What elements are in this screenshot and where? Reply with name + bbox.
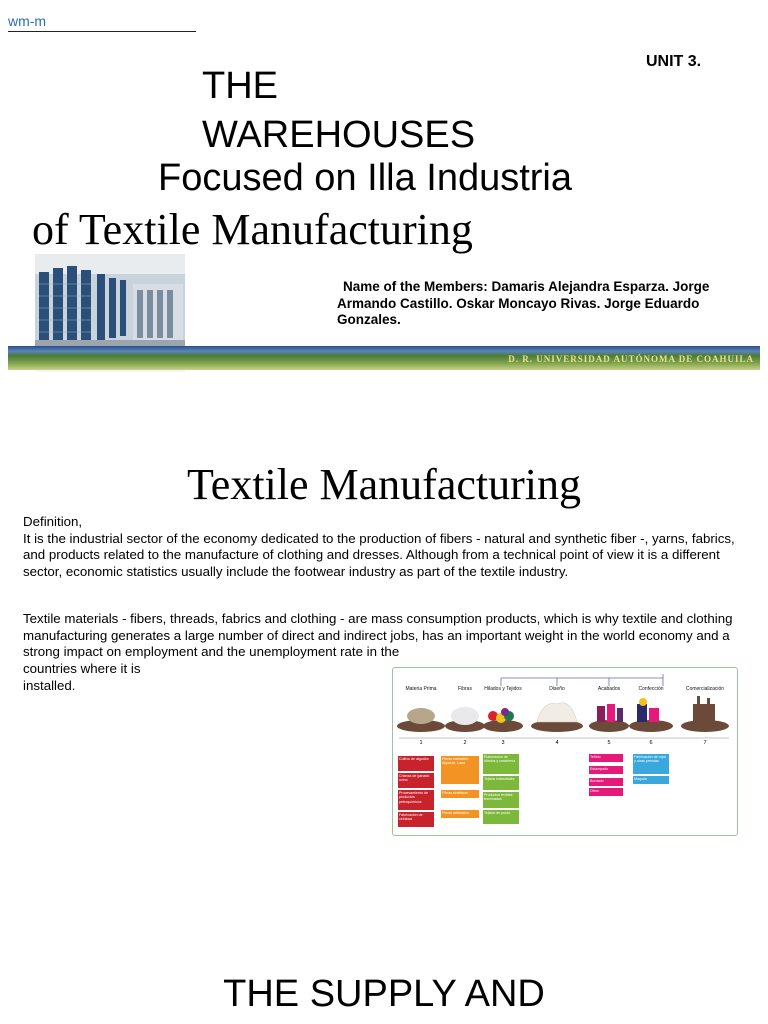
stage-number: 2 (463, 740, 467, 746)
process-box: Estampado (589, 766, 623, 774)
stage-number: 5 (607, 740, 611, 746)
header-link[interactable]: wm-m (8, 13, 47, 29)
university-banner-text: D. R. UNIVERSIDAD AUTÓNOMA DE COAHUILA (508, 354, 754, 364)
stage-label: Hilados y Tejidos (484, 686, 522, 692)
process-box: Teñido (589, 754, 623, 762)
process-box: Procesamiento de productos petroquímicos (398, 790, 434, 810)
stage-number: 4 (555, 740, 559, 746)
stage-number: 7 (703, 740, 707, 746)
stage-label: Fibras (458, 686, 472, 692)
process-box: Fabricación de ropa y otras prendas (633, 754, 669, 774)
title-line-3: Focused on Illa Industria (158, 157, 573, 199)
process-box: Cultivo de algodón (398, 756, 434, 771)
process-box: Elaboración de hilados y cordelería (483, 754, 519, 774)
materials-paragraph-end: countries where it is installed. (23, 661, 141, 693)
process-box: Crianza de ganado ovino (398, 773, 434, 788)
header-divider (8, 31, 196, 32)
process-box: Bordado (589, 778, 623, 786)
materials-paragraph: Textile materials - fibers, threads, fabrics and clothing - are mass consumption products, which is why textile and clothing manufacturing generates a large number of direct and indirect jobs, has an important weight in the world economy and a strong impact on employment and the unemployment rate in the (23, 611, 733, 660)
section-title: Textile Manufacturing (186, 460, 581, 509)
definition-paragraph: Definition, It is the industrial sector of the economy dedicated to the production of fibers - natural and synthetic fiber -, yarns, fabrics, and products related to the manufacture of clothing and dresses. Although from a technical point of view it is a different sector, economic statistics usually include the footwear industry as part of the textile industry. (23, 514, 735, 579)
next-section-title: THE SUPPLY AND (223, 973, 545, 1015)
process-box: Fibras naturales: Algodón, Lana (441, 756, 479, 784)
process-box: Fabricación de celulosa (398, 812, 434, 827)
title-line-2: WAREHOUSES (202, 114, 476, 156)
process-box: Tejidos industriales (483, 776, 519, 790)
textile-chain-diagram (392, 667, 738, 836)
process-box: Tejidos de punto (483, 810, 519, 824)
process-box: Maquila (633, 776, 669, 784)
stage-label: Acabados (597, 686, 621, 692)
process-box: Fibras sintéticas (441, 790, 479, 798)
unit-label: UNIT 3. (646, 53, 702, 70)
stage-number: 1 (419, 740, 423, 746)
stage-label: Materia Prima (405, 686, 437, 692)
stage-number: 3 (501, 740, 505, 746)
process-box: Fibras artificiales (441, 810, 479, 818)
stage-number: 6 (649, 740, 653, 746)
stage-label: Confección (638, 686, 664, 692)
title-line-4: of Textile Manufacturing (32, 205, 473, 254)
members-list: Name of the Members: Damaris Alejandra Esparza. Jorge Armando Castillo. Oskar Moncayo Rivas. Jorge Eduardo Gonzales. (337, 279, 710, 327)
stage-label: Comercialización (685, 686, 725, 692)
process-box: Productos textiles terminados (483, 792, 519, 808)
process-box: Otros (589, 788, 623, 796)
title-line-1: THE (202, 65, 278, 107)
stage-label: Diseño (549, 686, 565, 692)
